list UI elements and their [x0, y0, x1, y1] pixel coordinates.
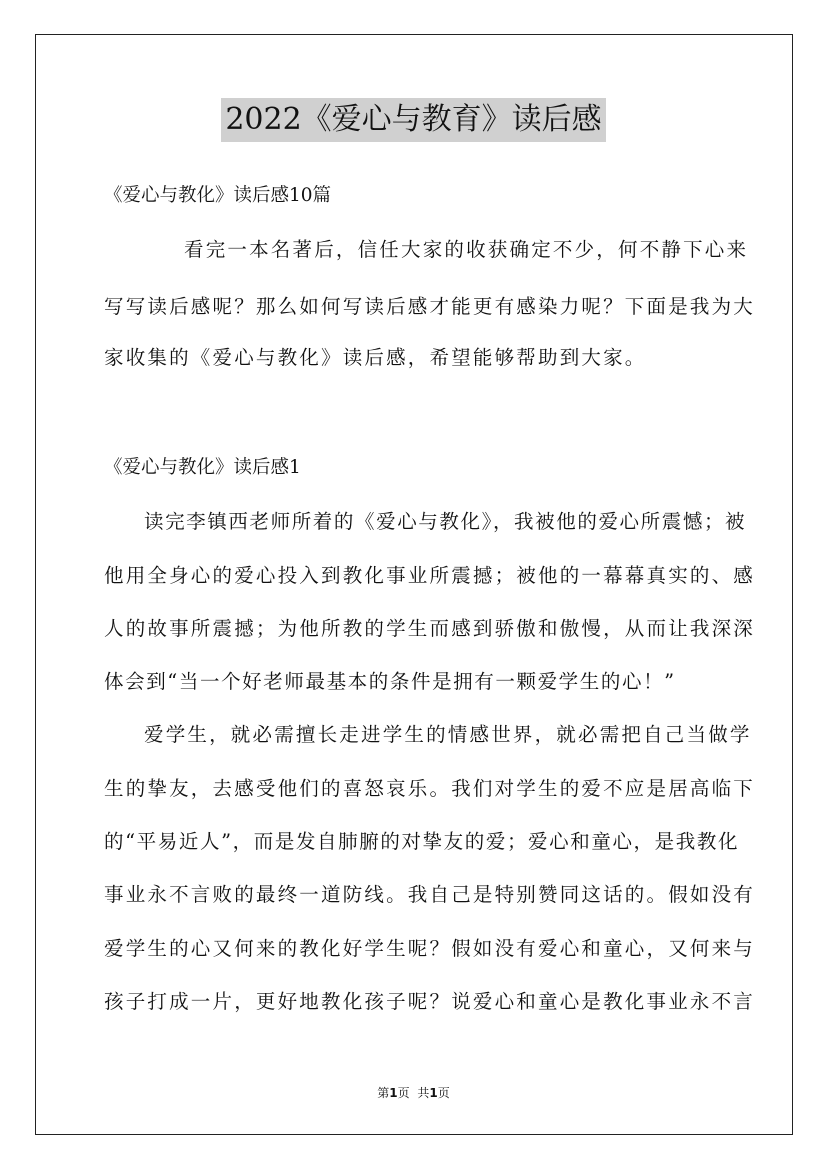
footer-total-number: 1	[429, 1086, 438, 1100]
document-title: 2022《爱心与教育》读后感	[221, 98, 605, 142]
para2-line-6: 孩子打成一片，更好地教化孩子呢？说爱心和童心是教化事业永不言	[104, 990, 756, 1013]
footer-total-suffix: 页	[437, 1086, 450, 1100]
intro-line-1: 看完一本名著后，信任大家的收获确定不少，何不静下心来	[184, 238, 749, 261]
para1-line-4: 体会到“当一个好老师最基本的条件是拥有一颗爱学生的心！”	[104, 670, 676, 693]
para2-line-2: 生的挚友，去感受他们的喜怒哀乐。我们对学生的爱不应是居高临下	[104, 777, 756, 800]
footer-page-suffix: 页	[397, 1086, 410, 1100]
para2-line-4: 事业永不言败的最终一道防线。我自己是特别赞同这话的。假如没有	[104, 883, 756, 906]
footer-page-prefix: 第	[377, 1086, 390, 1100]
para2-line-3: 的“平易近人”，而是发自肺腑的对挚友的爱；爱心和童心，是我教化	[104, 830, 740, 853]
intro-line-2: 写写读后感呢？那么如何写读后感才能更有感染力呢？下面是我为大	[104, 295, 756, 318]
heading-collection: 《爱心与教化》读后感10篇	[104, 185, 332, 206]
heading-essay-1: 《爱心与教化》读后感1	[104, 457, 301, 478]
para1-line-1: 读完李镇西老师所着的《爱心与教化》，我被他的爱心所震憾；被	[144, 510, 747, 533]
page-footer	[0, 1085, 827, 1101]
title-container	[0, 98, 827, 142]
para2-line-5: 爱学生的心又何来的教化好学生呢？假如没有爱心和童心，又何来与	[104, 937, 756, 960]
footer-page-number: 1	[389, 1086, 398, 1100]
footer-total-prefix: 共	[417, 1086, 430, 1100]
para2-line-1: 爱学生，就必需擅长走进学生的情感世界，就必需把自己当做学	[144, 723, 752, 746]
intro-line-3: 家收集的《爱心与教化》读后感，希望能够帮助到大家。	[104, 346, 647, 369]
para1-line-3: 人的故事所震撼；为他所教的学生而感到骄傲和傲慢，从而让我深深	[104, 617, 756, 640]
para1-line-2: 他用全身心的爱心投入到教化事业所震撼；被他的一幕幕真实的、感	[104, 564, 756, 587]
